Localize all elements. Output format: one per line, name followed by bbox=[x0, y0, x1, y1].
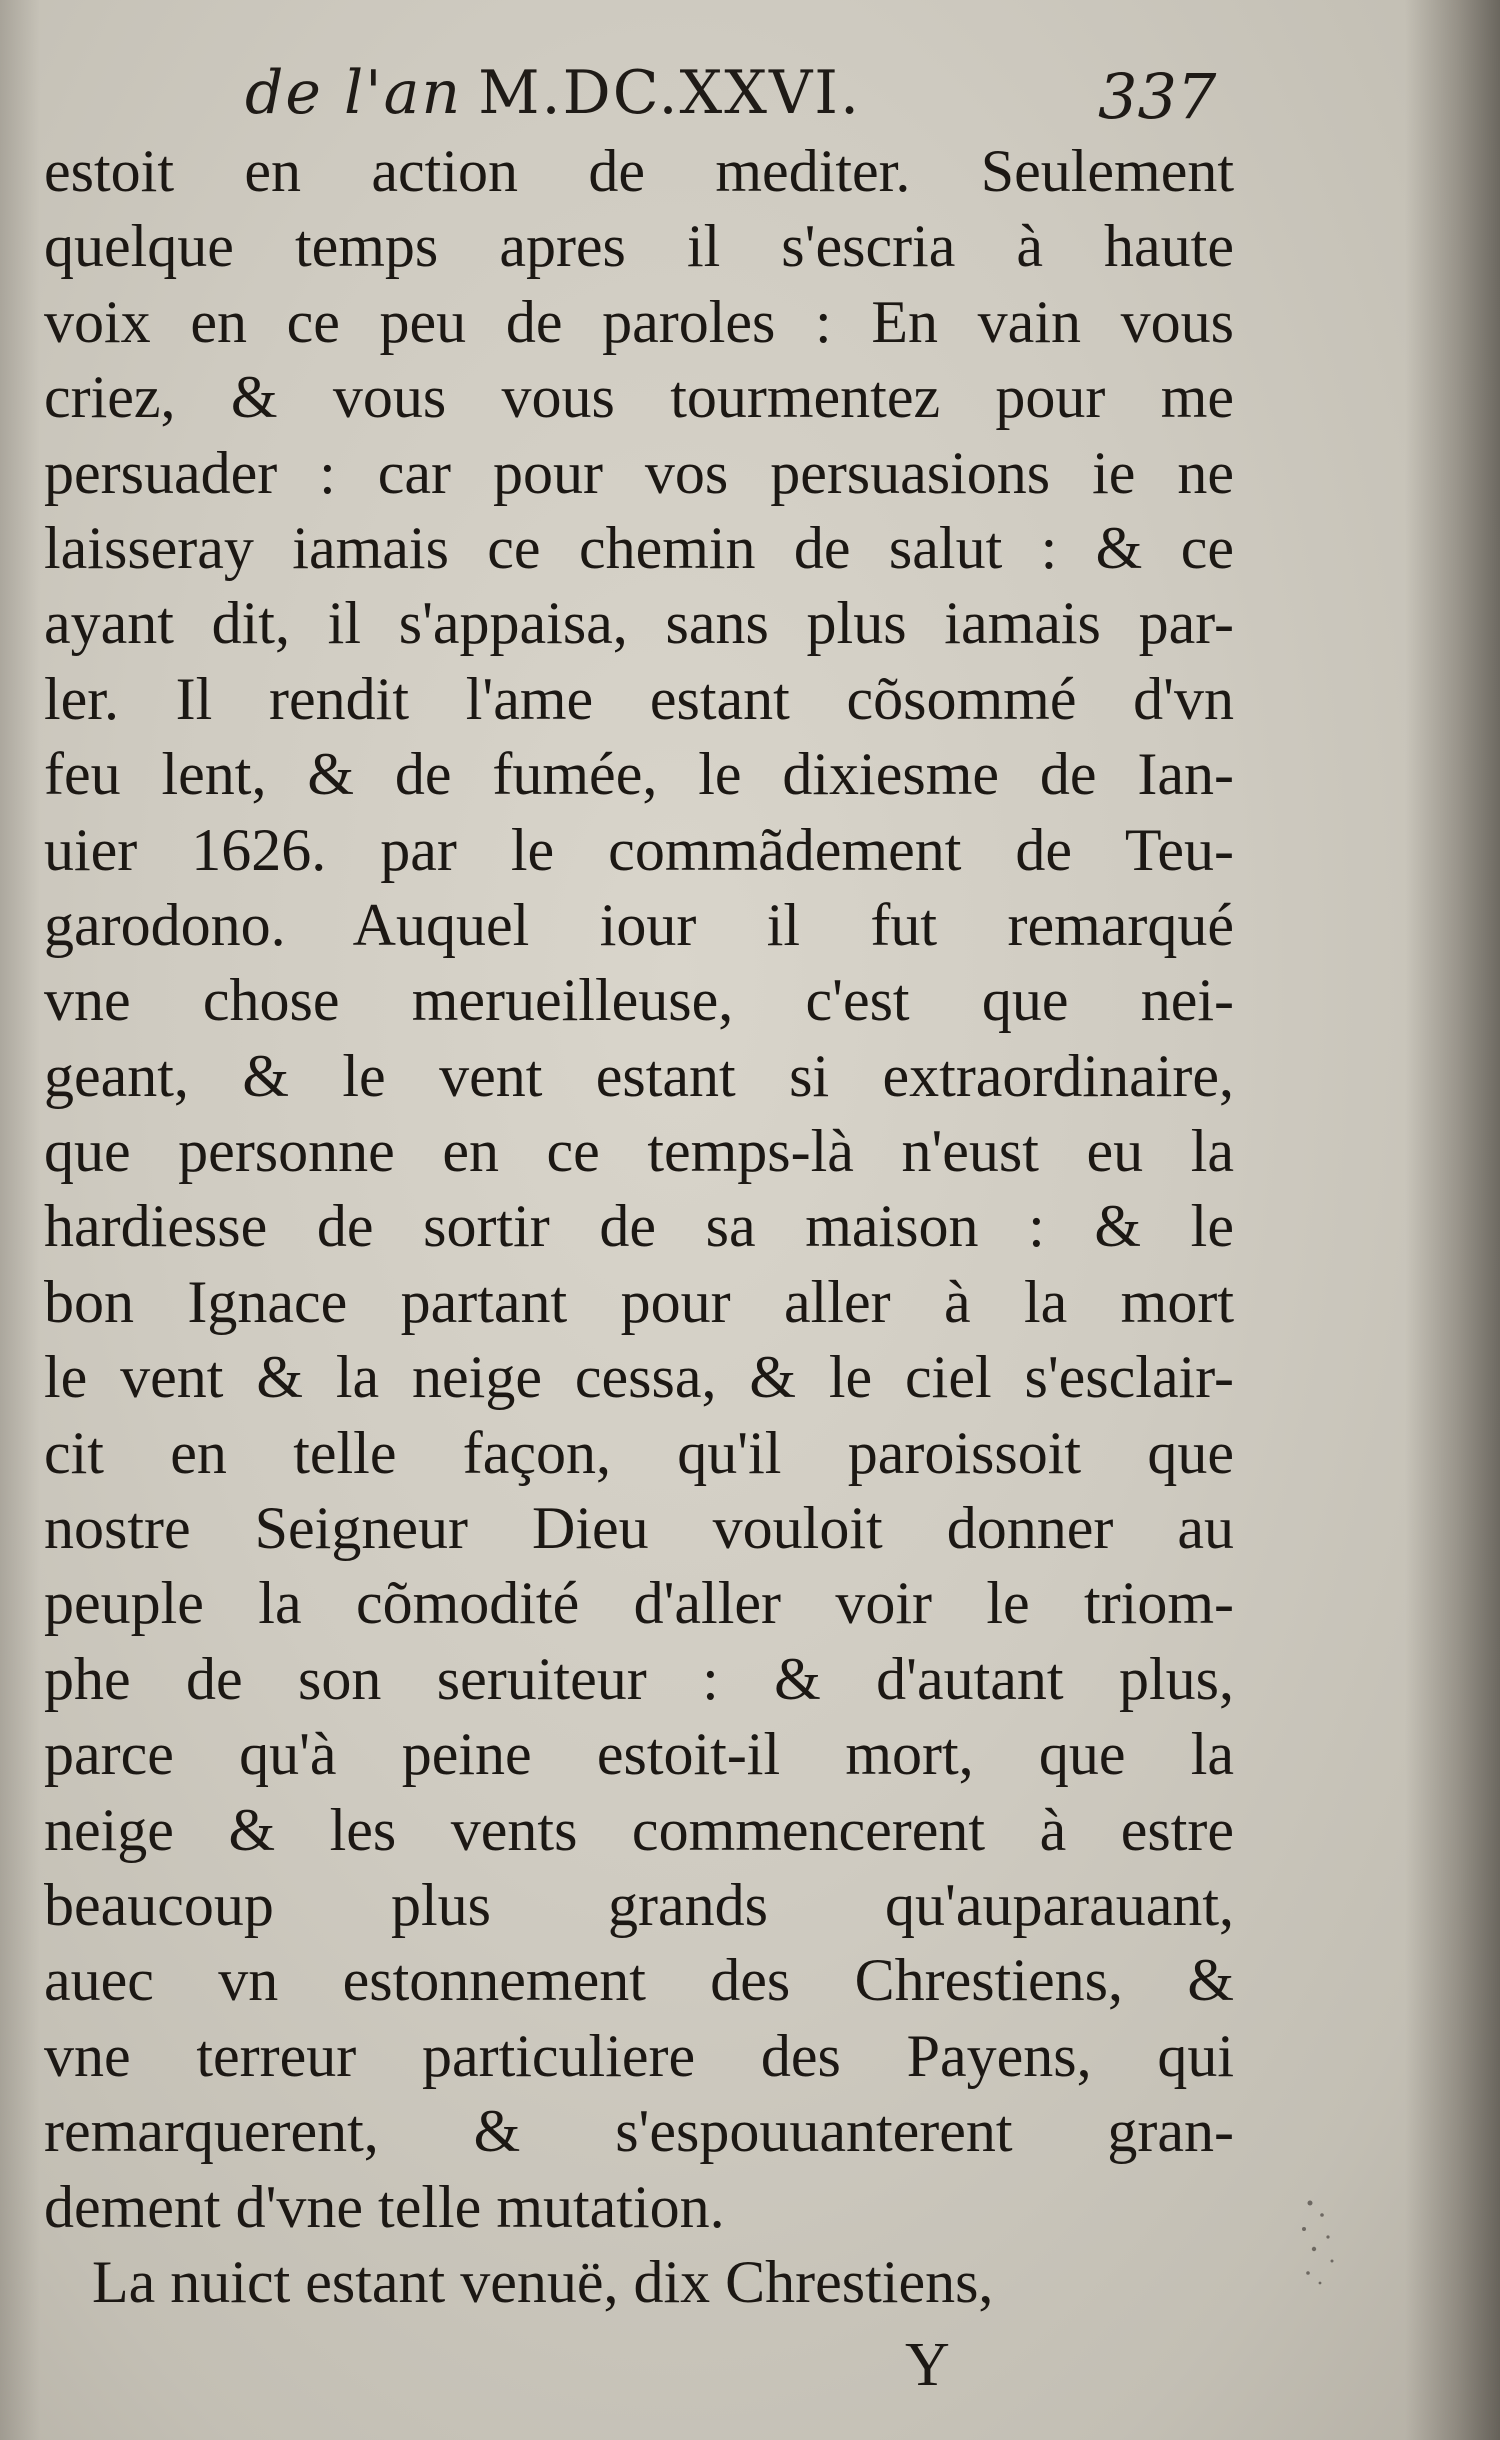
text-line: hardiesse de sortir de sa maison : & le bbox=[44, 1193, 1234, 1260]
text-line: persuader : car pour vos persuasions ie ne bbox=[44, 439, 1234, 506]
text-line: neige & les vents commencerent à estre bbox=[44, 1796, 1234, 1863]
text-line: estoit en action de mediter. Seulement bbox=[44, 138, 1234, 204]
text-line: bon Ignace partant pour aller à la mort bbox=[44, 1268, 1234, 1335]
text-line: que personne en ce temps-là n'eust eu la bbox=[44, 1118, 1234, 1185]
text-line: geant, & le vent estant si extraordinaire, bbox=[44, 1042, 1234, 1109]
text-line: ler. Il rendit l'ame estant cõsommé d'vn bbox=[44, 665, 1234, 732]
text-line: ayant dit, il s'appaisa, sans plus iamais par- bbox=[44, 590, 1234, 657]
edge-shadow bbox=[1405, 0, 1500, 2440]
text-line: vne terreur particuliere des Payens, qui bbox=[44, 2022, 1234, 2089]
text-line: parce qu'à peine estoit-il mort, que la bbox=[44, 1721, 1234, 1788]
text-line: phe de son seruiteur : & d'autant plus, bbox=[44, 1645, 1234, 1712]
text-line: nostre Seigneur Dieu vouloit donner au bbox=[44, 1495, 1234, 1562]
text-line: criez, & vous vous tourmentez pour me bbox=[44, 364, 1234, 431]
text-line: beaucoup plus grands qu'auparauant, bbox=[44, 1871, 1234, 1938]
text-line: le vent & la neige cessa, & le ciel s'esclair- bbox=[44, 1344, 1234, 1411]
text-line: remarquerent, & s'espouuanterent gran- bbox=[44, 2098, 1234, 2165]
text-line: dement d'vne telle mutation. bbox=[44, 2173, 725, 2240]
text-line: cit en telle façon, qu'il paroissoit que bbox=[44, 1419, 1234, 1486]
text-line: auec vn estonnement des Chrestiens, & bbox=[44, 1947, 1234, 2014]
text-line: voix en ce peu de paroles : En vain vous bbox=[44, 288, 1234, 355]
text-line: quelque temps apres il s'escria à haute bbox=[44, 213, 1234, 280]
ink-speck-mark bbox=[1290, 2185, 1350, 2295]
signature-mark: Y bbox=[905, 2331, 950, 2399]
text-line: peuple la cõmodité d'aller voir le triom- bbox=[44, 1570, 1234, 1637]
text-line: La nuict estant venuë, dix Chrestiens, bbox=[92, 2248, 994, 2315]
text-line: feu lent, & de fumée, le dixiesme de Ian- bbox=[44, 741, 1234, 808]
text-line: garodono. Auquel iour il fut remarqué bbox=[44, 891, 1234, 958]
running-head bbox=[245, 58, 861, 128]
text-line: laisseray iamais ce chemin de salut : & ce bbox=[44, 514, 1234, 581]
gutter-shadow bbox=[0, 0, 40, 2440]
running-head-italic: de l'an bbox=[245, 58, 463, 128]
text-line: vne chose merueilleuse, c'est que nei- bbox=[44, 967, 1234, 1034]
page-header bbox=[0, 50, 1500, 133]
running-head-year: M.DC.XXVI. bbox=[478, 58, 862, 128]
text-line: uier 1626. par le commãdement de Teu- bbox=[44, 816, 1234, 883]
body-text bbox=[44, 134, 1234, 2320]
page-number: 337 bbox=[1098, 60, 1217, 133]
